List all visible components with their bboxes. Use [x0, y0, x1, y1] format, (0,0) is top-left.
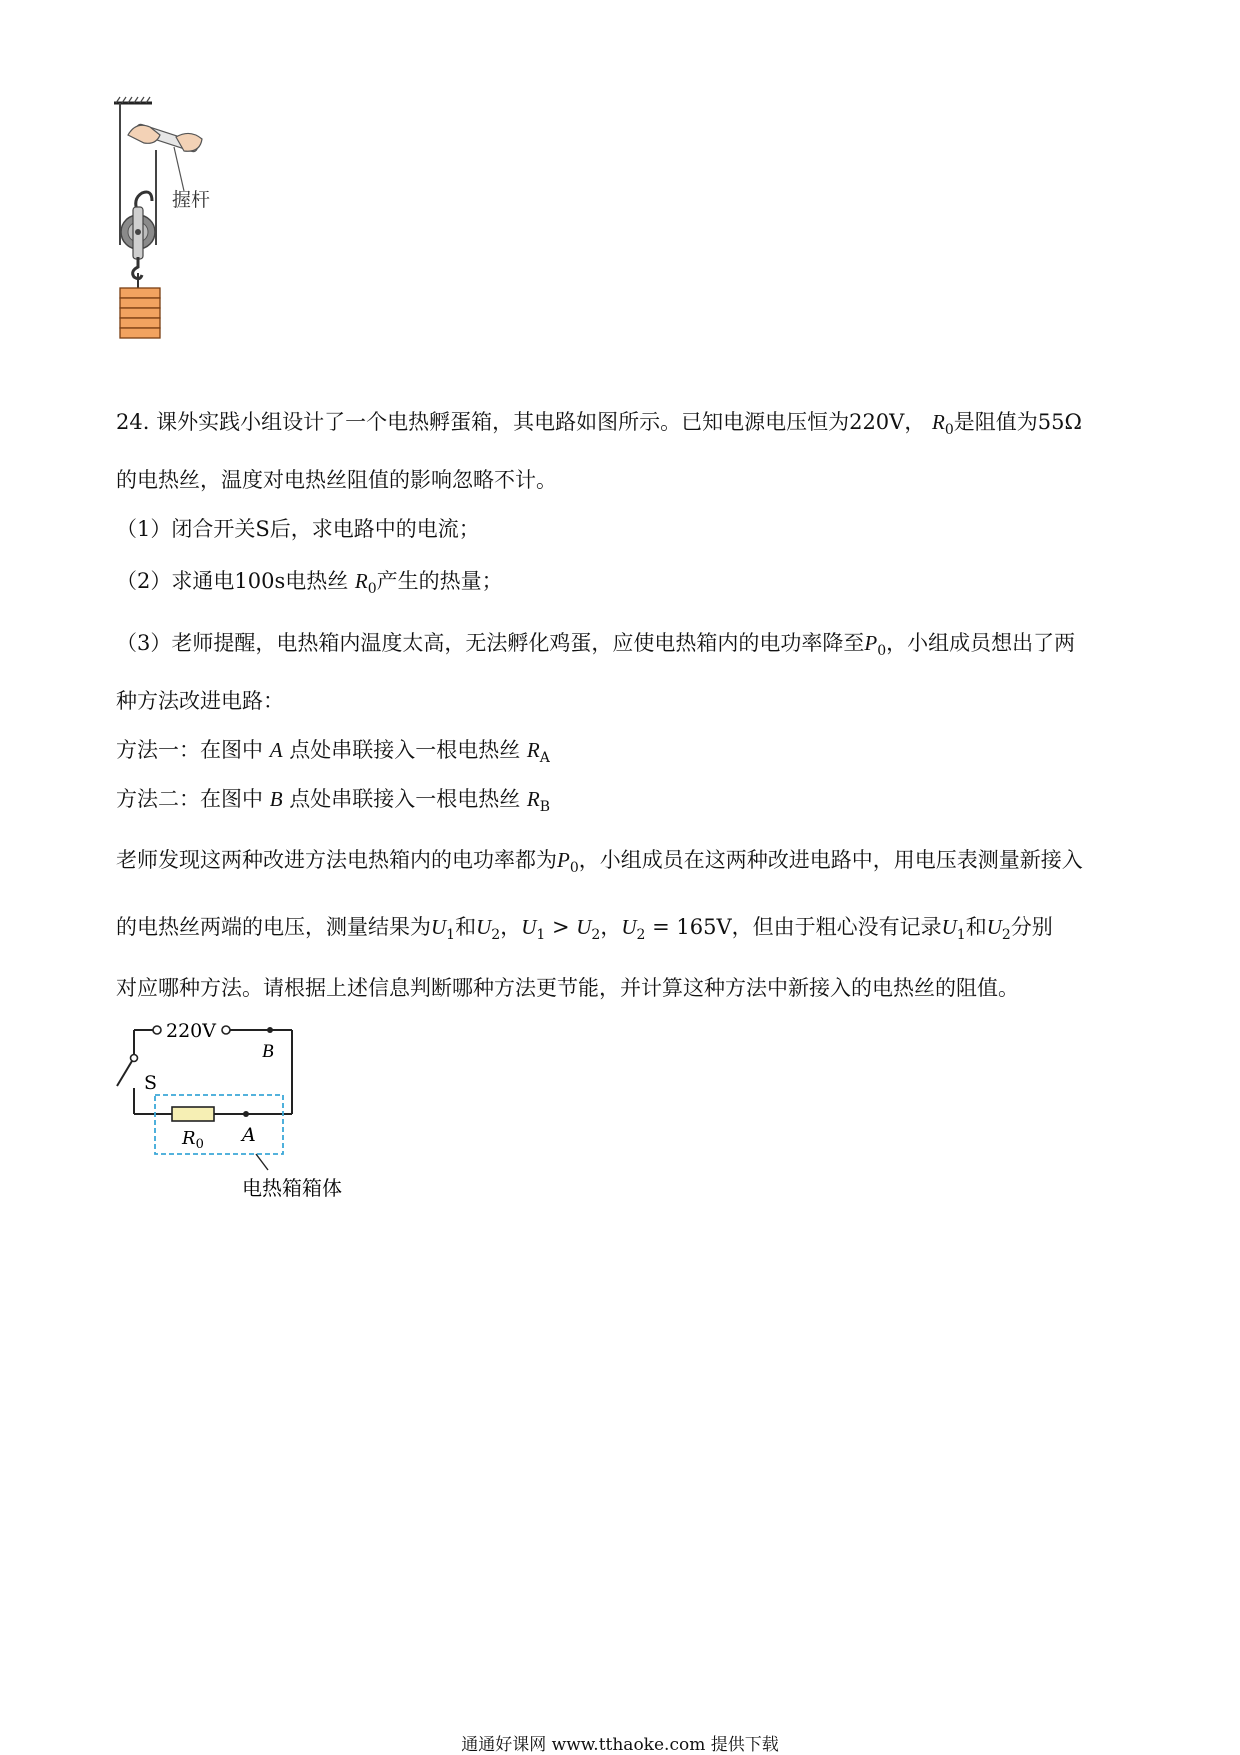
heater-box-outline [155, 1095, 283, 1154]
method-1: 方法一：在图中 A 点处串联接入一根电热丝 $R_A$ [116, 738, 550, 766]
r0-subscript: 0 [944, 422, 954, 438]
weight-stack [120, 288, 160, 338]
grip-bar-label: 握杆 [172, 189, 211, 211]
question-stem-line1 [116, 408, 1082, 436]
part-2: （2）求通电100s电热丝 $R_0$产生的热量； [116, 569, 503, 597]
footer: 通通好课网 www.tthaoke.com 提供下载 [461, 1735, 779, 1755]
final-line3: 对应哪种方法。请根据上述信息判断哪种方法更节能，并计算这种方法中新接入的电热丝的阻值。 [116, 976, 1019, 1000]
stem-text: 是阻值为55Ω [953, 410, 1082, 434]
heater-box-label: 电热箱箱体 [242, 1176, 342, 1200]
point-a-dot [243, 1111, 249, 1117]
switch-label: S [144, 1072, 158, 1094]
part-1: （1）闭合开关S后，求电路中的电流； [116, 517, 480, 541]
r0-symbol: R [932, 410, 945, 434]
point-b-label: B [262, 1041, 274, 1062]
final-line2: 的电热丝两端的电压，测量结果为$U_1$和$U_2$，$U_1 > U_2$，$U_2 = 165V$，但由于粗心没有记录$U_1$和$U_2$分别 [116, 915, 1053, 943]
method-2: 方法二：在图中 B 点处串联接入一根电热丝 $R_B$ [116, 787, 551, 815]
resistor-r0 [172, 1107, 214, 1121]
question-stem-line2: 的电热丝，温度对电热丝阻值的影响忽略不计。 [116, 468, 557, 492]
circuit-diagram [110, 1018, 370, 1208]
voltage-label: 220V [166, 1020, 216, 1042]
final-line1: 老师发现这两种改进方法电热箱内的电功率都为$P_0$，小组成员在这两种改进电路中，用电压表测量新接入 [116, 848, 1083, 876]
pulley-figure [100, 95, 260, 385]
point-b-dot [267, 1027, 273, 1033]
question-number: 24. [116, 410, 150, 434]
switch-lever [117, 1061, 132, 1086]
stem-text: 课外实践小组设计了一个电热孵蛋箱，其电路如图所示。已知电源电压恒为220V， [156, 410, 926, 434]
point-a-label: A [242, 1124, 256, 1146]
part-3-line1: （3）老师提醒，电热箱内温度太高，无法孵化鸡蛋，应使电热箱内的电功率降至$P_0$，小组成员想出了两 [116, 631, 1076, 659]
part-3-line2: 种方法改进电路： [116, 689, 284, 713]
resistor-label: $R_0$ [182, 1128, 204, 1152]
